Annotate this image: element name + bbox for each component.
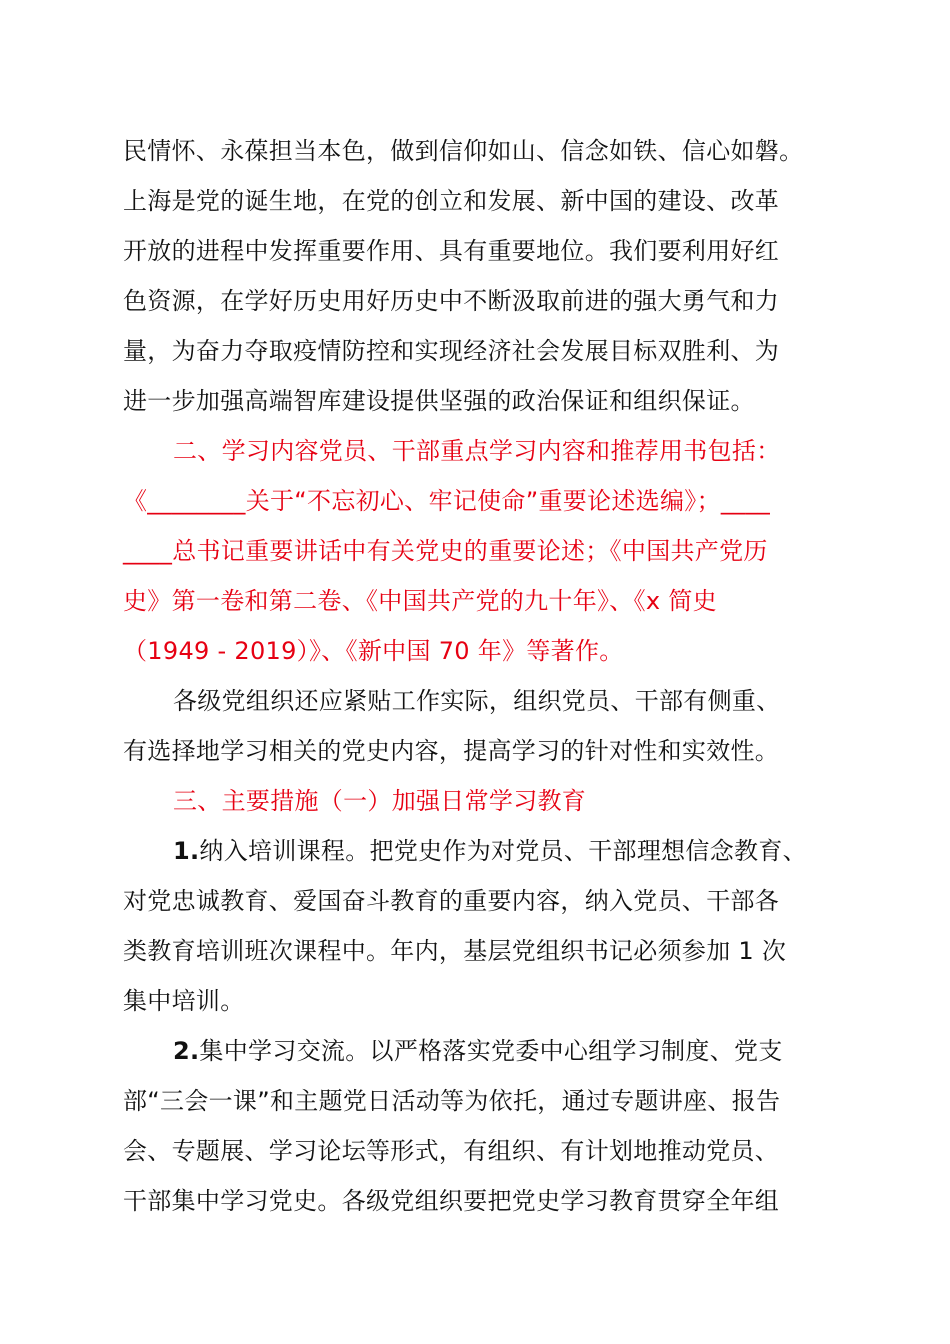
red-line-3: 史》第一卷和第二卷、《中国共产党的九十年》、《x 简史	[123, 587, 717, 615]
item-1-number: 1.	[173, 837, 200, 865]
body-line-5: 量，为奋力夺取疫情防控和实现经济社会发展目标双胜利、为	[123, 337, 780, 365]
section-heading-two: 二、学习内容党员、干部重点学习内容和推荐用书包括：	[173, 437, 781, 465]
body-line-8: 有选择地学习相关的党史内容，提高学习的针对性和实效性。	[123, 737, 780, 765]
red-line-1: 《________关于“不忘初心、牢记使命”重要论述选编》；____	[123, 487, 771, 515]
item-2-number: 2.	[173, 1037, 200, 1065]
body-line-4: 色资源，在学好历史用好历史中不断汲取前进的强大勇气和力	[123, 287, 780, 315]
body-line-6: 进一步加强高端智库建设提供坚强的政治保证和组织保证。	[123, 387, 755, 415]
body-line-7: 各级党组织还应紧贴工作实际，组织党员、干部有侧重、	[173, 687, 781, 715]
body-line-13: 会、专题展、学习论坛等形式，有组织、有计划地推动党员、	[123, 1137, 780, 1165]
red-line-4: （1949 - 2019）》、《新中国 70 年》等著作。	[123, 637, 624, 665]
body-line-12: 部“三会一课”和主题党日活动等为依托，通过专题讲座、报告	[123, 1087, 781, 1115]
body-line-9: 对党忠诚教育、爱国奋斗教育的重要内容，纳入党员、干部各	[123, 887, 780, 915]
body-line-11: 集中培训。	[123, 987, 245, 1015]
item-1-first-line	[173, 834, 807, 868]
item-2-first-line	[173, 1034, 783, 1068]
section-heading-three: 三、主要措施（一）加强日常学习教育	[173, 787, 587, 815]
body-line-14: 干部集中学习党史。各级党组织要把党史学习教育贯穿全年组	[123, 1187, 780, 1215]
item-2-text: 集中学习交流。以严格落实党委中心组学习制度、党支	[199, 1037, 783, 1065]
body-line-3: 开放的进程中发挥重要作用、具有重要地位。我们要利用好红	[123, 237, 780, 265]
body-line-1: 民情怀、永葆担当本色，做到信仰如山、信念如铁、信心如磐。	[123, 137, 804, 165]
body-line-2: 上海是党的诞生地，在党的创立和发展、新中国的建设、改革	[123, 187, 780, 215]
body-line-10: 类教育培训班次课程中。年内，基层党组织书记必须参加 1 次	[123, 937, 787, 965]
red-line-2: ____总书记重要讲话中有关党史的重要论述；《中国共产党历	[123, 537, 768, 565]
item-1-text: 纳入培训课程。把党史作为对党员、干部理想信念教育、	[199, 837, 807, 865]
